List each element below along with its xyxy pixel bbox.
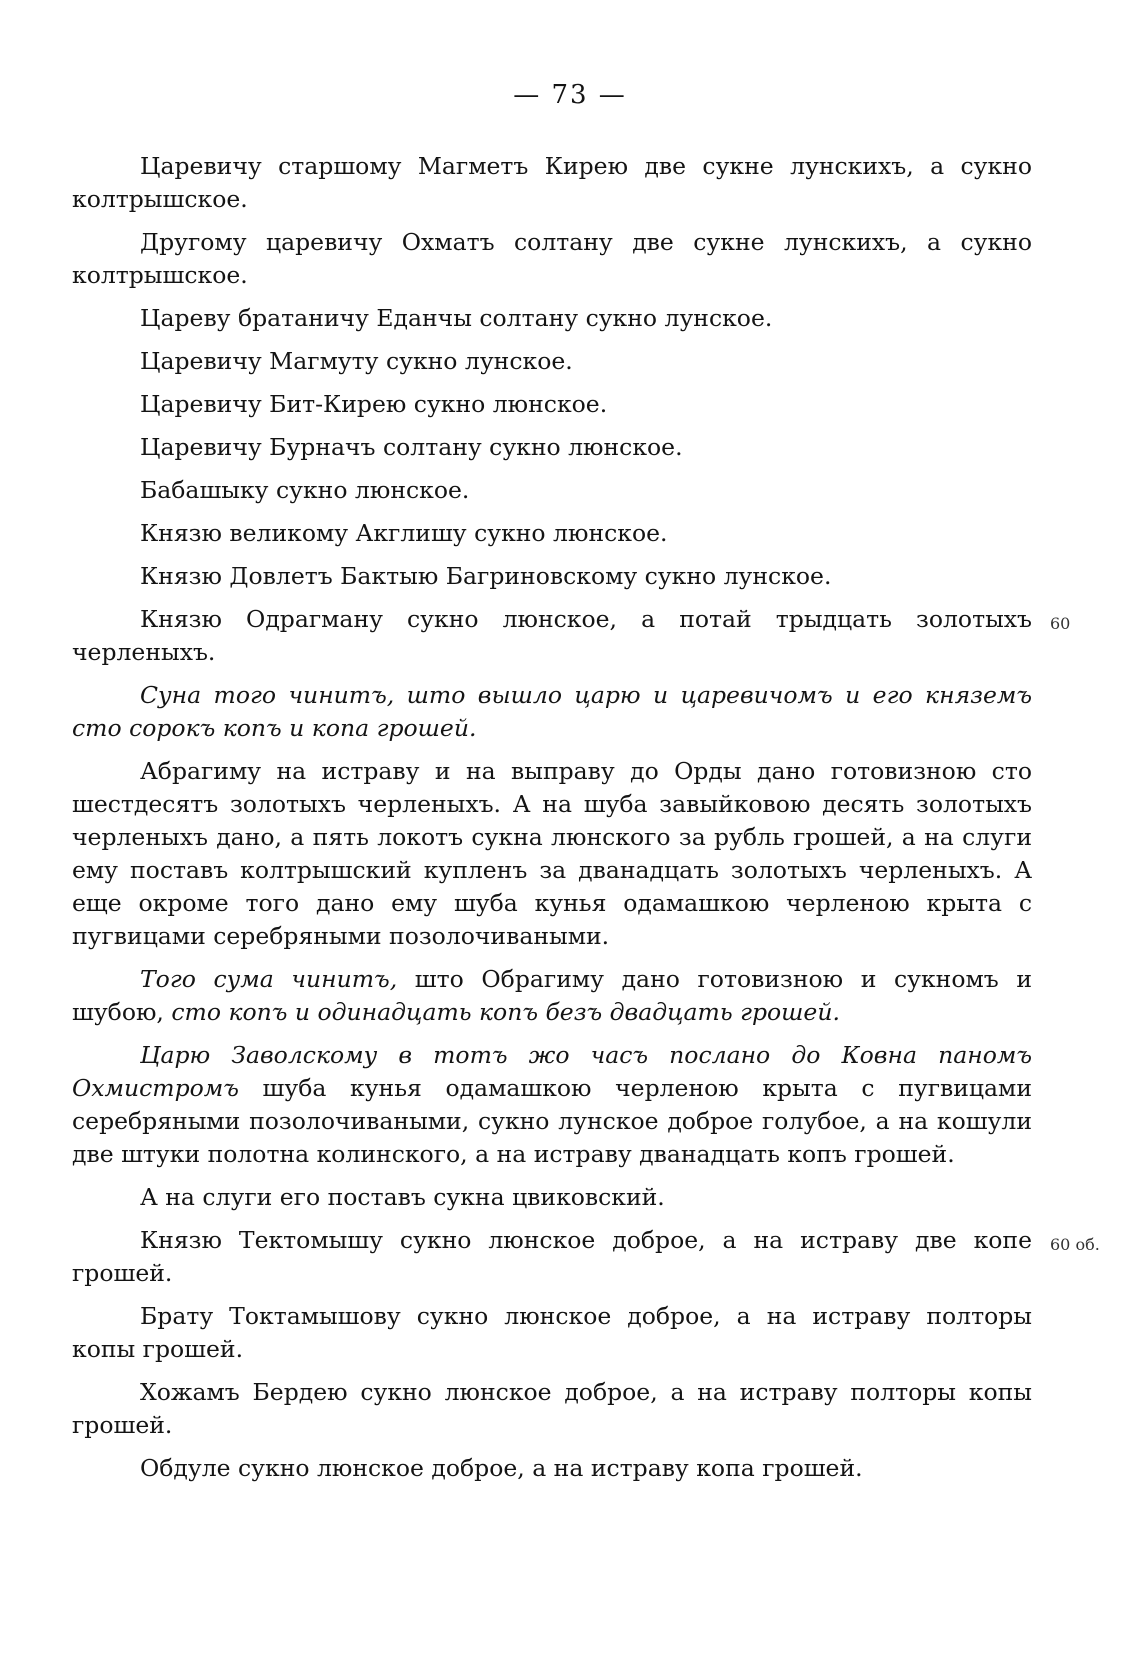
- paragraph: Брату Токтамышову сукно люнское доброе, а на истраву полторы копы грошей.: [72, 1302, 1032, 1363]
- paragraph: Князю Довлетъ Бактыю Багриновскому сукно лунское.: [140, 562, 832, 590]
- paragraph: Князю великому Акглишу сукно люнское.: [140, 519, 668, 547]
- paragraph: Обдуле сукно люнское доброе, а на истраву копа грошей.: [140, 1454, 863, 1482]
- paragraph-summary: Суна того чинитъ, што вышло царю и царевичомъ и его княземъ сто сорокъ копъ и копа грошей.: [72, 681, 1032, 742]
- folio-margin-note: 60: [1050, 614, 1071, 633]
- paragraph: Хожамъ Бердею сукно люнское доброе, а на истраву полторы копы грошей.: [72, 1378, 1032, 1439]
- page-number: — 73 —: [513, 80, 627, 110]
- paragraph: Царю Заволскому в тотъ жо часъ послано до Ковна паномъ Охмистромъ шуба кунья одамашкою черленою крыта с пугвицами серебряными позолочиваными, сукно лунское доброе голубое, а на кошули две штуки полотна колинского, а на истраву дванадцать копъ грошей.: [72, 1041, 1032, 1168]
- paragraph: Князю Одрагману сукно люнское, а потай трыдцать золотыхъ черленыхъ. 60: [72, 605, 1071, 666]
- document-body: [72, 150, 1100, 1495]
- paragraph: Бабашыку сукно люнское.: [140, 476, 470, 504]
- paragraph: Царевичу Бурначъ солтану сукно люнское.: [140, 433, 683, 461]
- paragraph: Царевичу Магмуту сукно лунское.: [140, 347, 573, 375]
- paragraph: А на слуги его поставъ сукна цвиковский.: [140, 1183, 665, 1211]
- paragraph-summary: Того сума чинитъ, што Обрагиму дано готовизною и сукномъ и шубою, сто копъ и одинадцать копъ безъ двадцать грошей.: [72, 965, 1033, 1026]
- paragraph: Царевичу Бит-Кирею сукно люнское.: [140, 390, 608, 418]
- paragraph: Другому царевичу Охматъ солтану две сукне лунскихъ, а сукно колтрышское.: [72, 228, 1032, 289]
- paragraph: Цареву братаничу Еданчы солтану сукно лунское.: [140, 304, 773, 332]
- folio-margin-note: 60 об.: [1050, 1235, 1100, 1254]
- paragraph: Абрагиму на истраву и на выправу до Орды дано готовизною сто шестдесятъ золотыхъ черленыхъ. А на шуба завыйковою десять золотыхъ черленыхъ дано, а пять локотъ сукна люнского за рубль грошей, а на слуги ему поставъ колтрышский купленъ за дванадцать золотыхъ черленыхъ. А еще окроме того дано ему шуба кунья одамашкою черленою крыта с пугвицами серебряными позолочиваными.: [72, 757, 1032, 950]
- paragraph: Царевичу старшому Магметъ Кирею две сукне лунскихъ, а сукно колтрышское.: [72, 152, 1032, 213]
- paragraph: Князю Тектомышу сукно люнское доброе, а на истраву две копе грошей. 60 об.: [72, 1226, 1100, 1287]
